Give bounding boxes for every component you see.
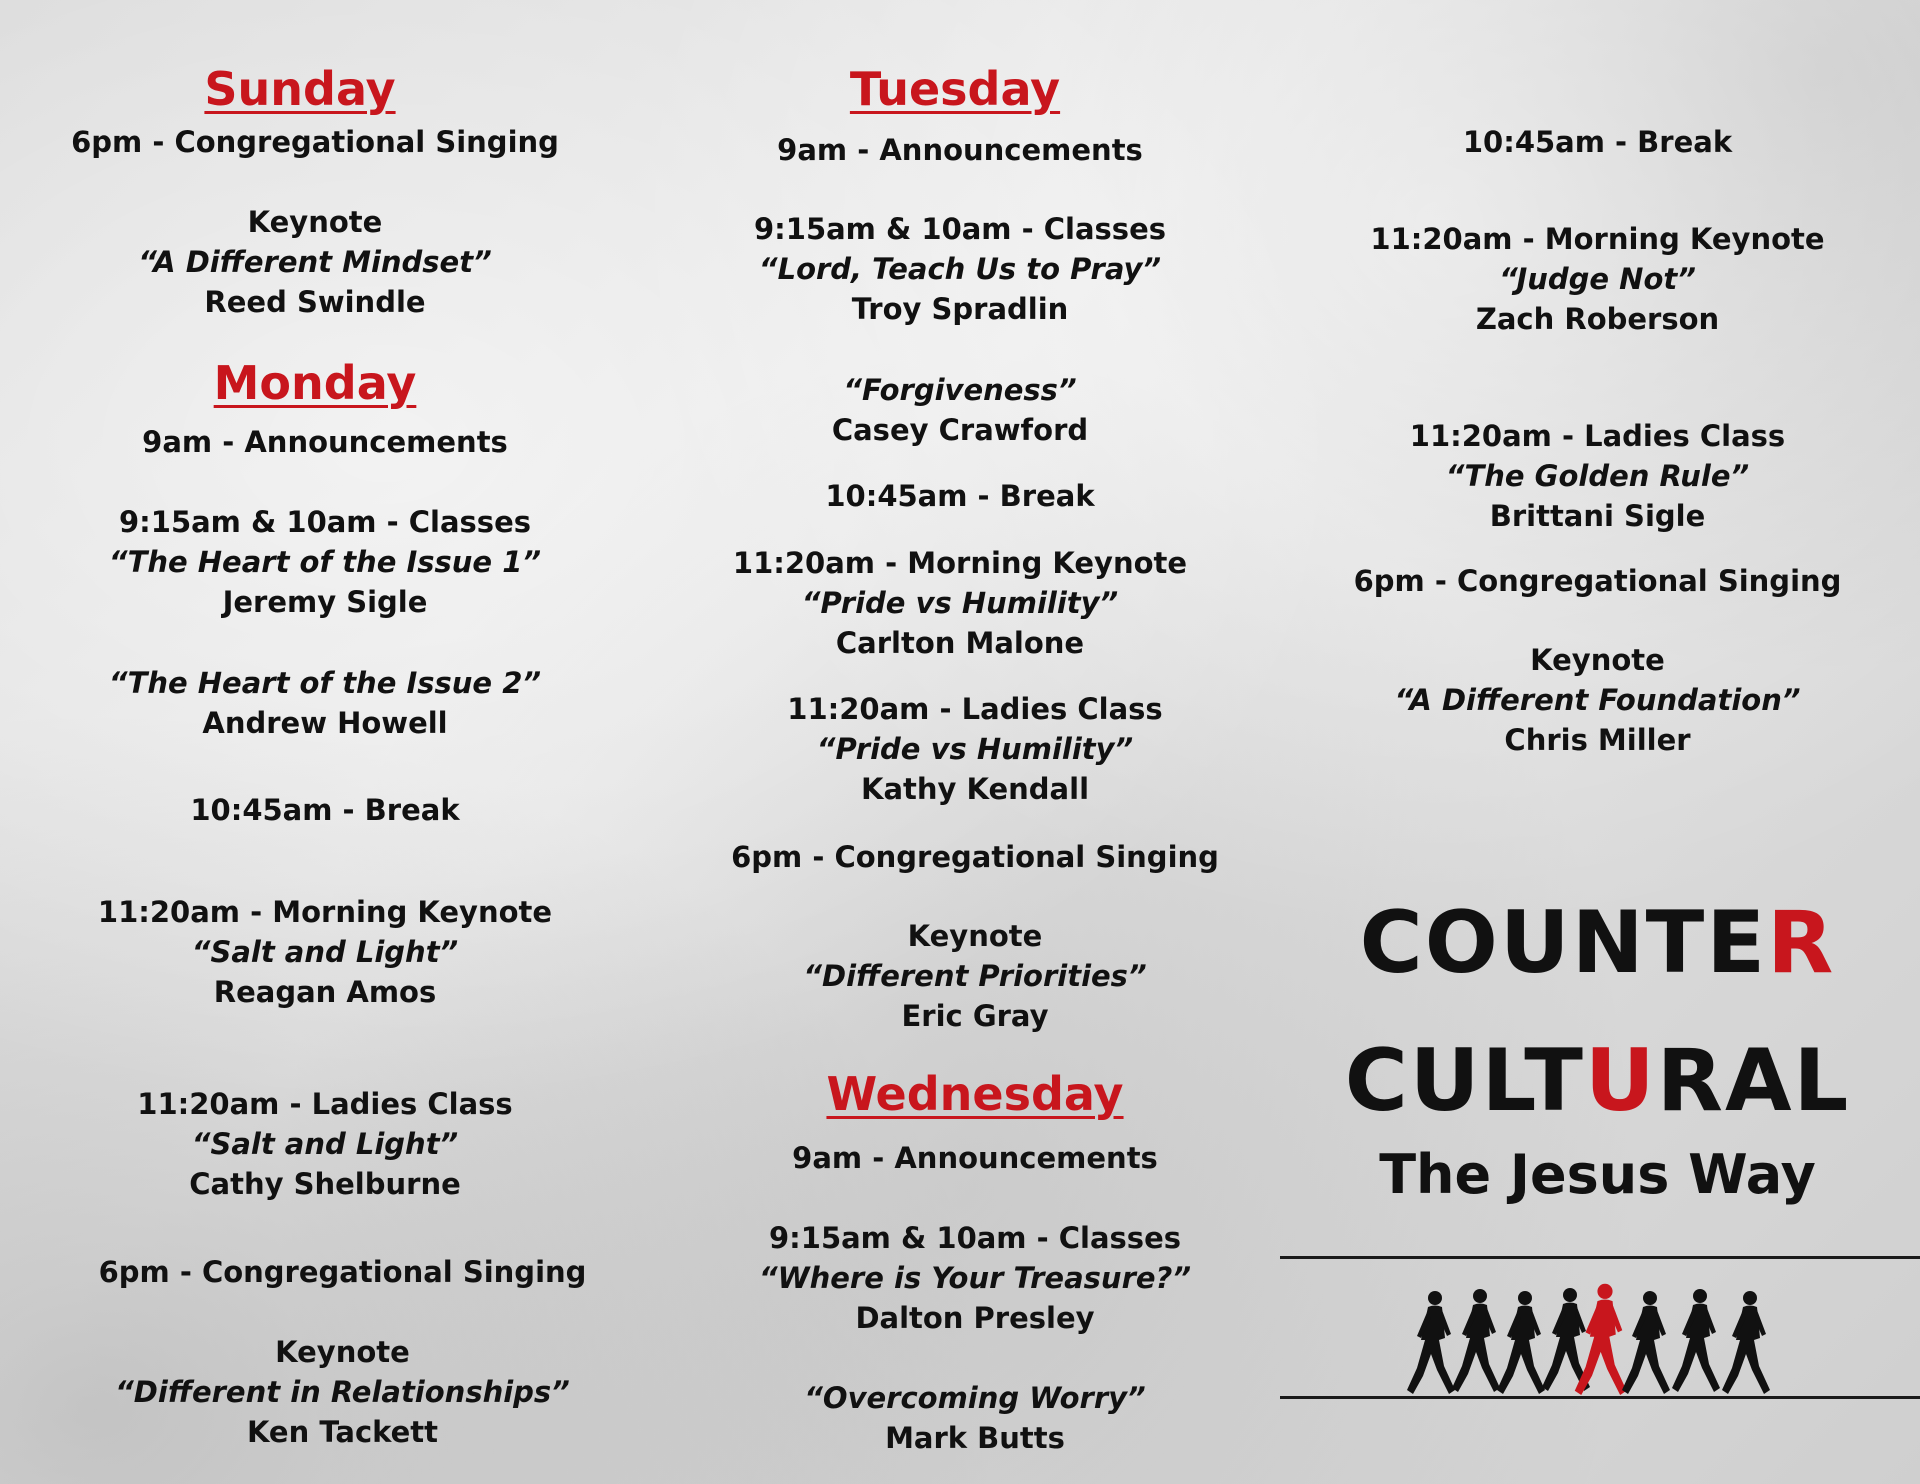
monday-keynote — [40, 1332, 645, 1452]
tuesday-class1-speaker: Troy Spradlin — [851, 292, 1069, 326]
sunday-singing — [40, 122, 590, 162]
monday-morning-keynote-speaker: Reagan Amos — [213, 975, 437, 1009]
tuesday-morning-keynote-text: 11:20am - Morning Keynote — [732, 546, 1188, 580]
tuesday-announcements-text: 9am - Announcements — [777, 133, 1143, 167]
wednesday-class-2 — [700, 1378, 1250, 1458]
monday-class1-title: “The Heart of the Issue 1” — [108, 545, 542, 579]
tuesday-ladies-class — [700, 689, 1250, 809]
monday-break-text: 10:45am - Break — [190, 793, 460, 827]
monday-morning-keynote-title: “Salt and Light” — [191, 935, 459, 969]
wednesday-keynote-label: Keynote — [1530, 643, 1665, 677]
monday-announcements-text: 9am - Announcements — [142, 425, 508, 459]
column-tuesday-wednesday — [700, 0, 1260, 1484]
tuesday-singing — [700, 837, 1250, 877]
tuesday-ladies-class-text: 11:20am - Ladies Class — [787, 692, 1163, 726]
tuesday-classes-text: 9:15am & 10am - Classes — [753, 212, 1167, 246]
wednesday-keynote — [1340, 640, 1855, 760]
wednesday-ladies-speaker: Brittani Sigle — [1489, 499, 1706, 533]
tuesday-class1-title: “Lord, Teach Us to Pray” — [758, 252, 1162, 286]
monday-singing-text: 6pm - Congregational Singing — [98, 1255, 587, 1289]
monday-break — [40, 790, 610, 830]
monday-morning-keynote — [40, 892, 610, 1012]
walker-8 — [1722, 1291, 1770, 1394]
wednesday-classes-text: 9:15am & 10am - Classes — [768, 1221, 1182, 1255]
monday-ladies-speaker: Cathy Shelburne — [189, 1167, 461, 1201]
wednesday-class2-title: “Overcoming Worry” — [804, 1381, 1146, 1415]
logo-cultural-black-2: RAL — [1656, 1031, 1851, 1131]
tuesday-keynote-speaker: Eric Gray — [901, 999, 1049, 1033]
wednesday-singing — [1340, 561, 1855, 601]
sunday-keynote — [40, 202, 590, 322]
walker-6 — [1622, 1291, 1670, 1394]
tuesday-morning-keynote-title: “Pride vs Humility” — [801, 586, 1119, 620]
walker-5-red — [1575, 1284, 1627, 1395]
monday-keynote-title: “Different in Relationships” — [115, 1375, 570, 1409]
sunday-keynote-label: Keynote — [247, 205, 383, 239]
wednesday-break — [1340, 122, 1855, 162]
wednesday-ladies-class — [1340, 416, 1855, 536]
logo-counter-black: COUNTE — [1359, 893, 1768, 993]
wednesday-morning-keynote-speaker: Zach Roberson — [1475, 302, 1720, 336]
wednesday-class2-speaker: Mark Butts — [885, 1421, 1065, 1455]
monday-singing — [40, 1252, 645, 1292]
monday-class2-speaker: Andrew Howell — [202, 706, 448, 740]
wednesday-morning-keynote-text: 11:20am - Morning Keynote — [1370, 222, 1825, 256]
wednesday-break-text: 10:45am - Break — [1462, 125, 1733, 159]
tuesday-keynote — [700, 916, 1250, 1036]
day-heading-monday: Monday — [213, 356, 417, 410]
wednesday-class1-speaker: Dalton Presley — [855, 1301, 1095, 1335]
tuesday-keynote-title: “Different Priorities” — [803, 959, 1147, 993]
wednesday-announcements-text: 9am - Announcements — [792, 1141, 1158, 1175]
wednesday-ladies-title: “The Golden Rule” — [1445, 459, 1750, 493]
wednesday-class1-title: “Where is Your Treasure?” — [758, 1261, 1192, 1295]
wednesday-keynote-speaker: Chris Miller — [1504, 723, 1691, 757]
tuesday-morning-keynote — [700, 543, 1220, 663]
wednesday-morning-keynote — [1340, 219, 1855, 339]
wednesday-ladies-class-text: 11:20am - Ladies Class — [1409, 419, 1786, 453]
walker-2 — [1452, 1289, 1500, 1392]
monday-keynote-speaker: Ken Tackett — [246, 1415, 439, 1449]
tuesday-break — [700, 476, 1220, 516]
logo-cultural-red: U — [1584, 1031, 1657, 1131]
tuesday-class2-speaker: Casey Crawford — [831, 413, 1089, 447]
walker-7 — [1672, 1289, 1720, 1392]
tuesday-singing-text: 6pm - Congregational Singing — [731, 840, 1219, 874]
wednesday-keynote-title: “A Different Foundation” — [1394, 683, 1801, 717]
tuesday-ladies-speaker: Kathy Kendall — [860, 772, 1090, 806]
column-sunday-monday — [40, 0, 610, 1484]
wednesday-announcements — [700, 1138, 1250, 1178]
day-heading-wednesday: Wednesday — [826, 1067, 1124, 1121]
monday-ladies-class — [40, 1084, 610, 1204]
wednesday-morning-keynote-title: “Judge Not” — [1499, 262, 1696, 296]
walker-3 — [1497, 1291, 1545, 1394]
tuesday-break-text: 10:45am - Break — [825, 479, 1095, 513]
wednesday-class-1 — [700, 1218, 1250, 1338]
monday-class1-speaker: Jeremy Sigle — [222, 585, 428, 619]
monday-keynote-label: Keynote — [275, 1335, 410, 1369]
column-wednesday-continued — [1340, 0, 1855, 780]
monday-class2-title: “The Heart of the Issue 2” — [108, 666, 542, 700]
logo-line-cultural — [1320, 1033, 1875, 1129]
tuesday-ladies-title: “Pride vs Humility” — [816, 732, 1134, 766]
logo-counter-red: R — [1767, 893, 1836, 993]
tuesday-morning-keynote-speaker: Carlton Malone — [835, 626, 1085, 660]
tuesday-class-2 — [700, 370, 1220, 450]
monday-classes-text: 9:15am & 10am - Classes — [118, 505, 532, 539]
monday-announcements — [40, 422, 610, 462]
monday-class-1 — [40, 502, 610, 622]
tuesday-announcements — [700, 130, 1220, 170]
event-logo — [1320, 895, 1875, 1225]
wednesday-singing-text: 6pm - Congregational Singing — [1353, 564, 1842, 598]
tuesday-keynote-label: Keynote — [907, 919, 1043, 953]
logo-tagline: The Jesus Way — [1379, 1143, 1816, 1206]
tuesday-class2-title: “Forgiveness” — [843, 373, 1077, 407]
sunday-keynote-speaker: Reed Swindle — [204, 285, 426, 319]
logo-line-counter — [1320, 895, 1875, 991]
walker-1 — [1407, 1291, 1455, 1394]
tuesday-class-1 — [700, 209, 1220, 329]
walking-crowd-silhouette-icon — [1400, 1258, 1800, 1398]
monday-morning-keynote-text: 11:20am - Morning Keynote — [97, 895, 553, 929]
day-heading-tuesday: Tuesday — [849, 62, 1061, 116]
monday-ladies-title: “Salt and Light” — [191, 1127, 459, 1161]
day-heading-sunday: Sunday — [204, 62, 396, 116]
sunday-keynote-title: “A Different Mindset” — [138, 245, 492, 279]
sunday-singing-text: 6pm - Congregational Singing — [71, 125, 559, 159]
monday-class-2 — [40, 663, 610, 743]
monday-ladies-class-text: 11:20am - Ladies Class — [137, 1087, 513, 1121]
logo-cultural-black-1: CULT — [1344, 1031, 1585, 1131]
